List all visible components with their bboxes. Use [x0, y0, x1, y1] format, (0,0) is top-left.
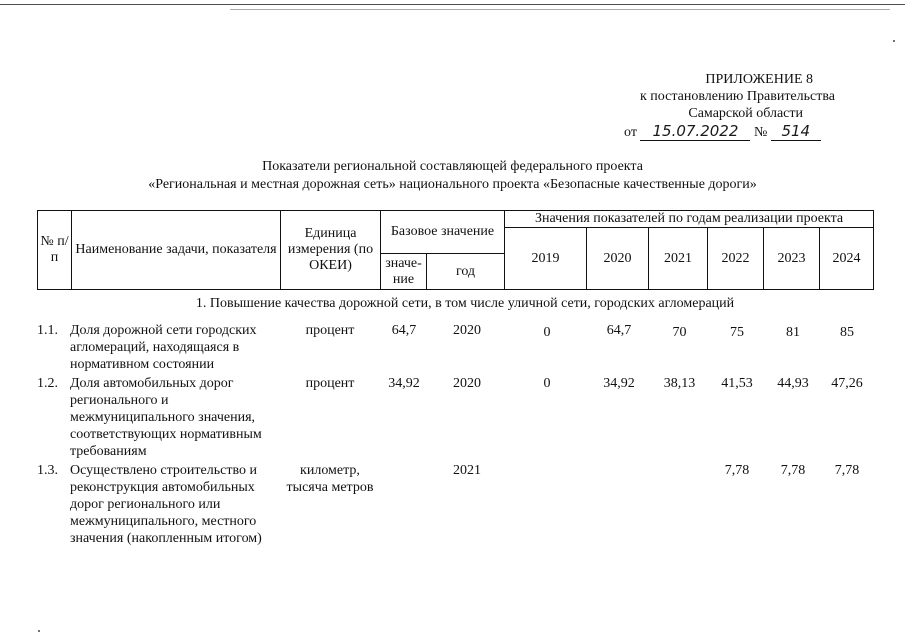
appendix-header	[575, 71, 835, 122]
row-base-value: 34,92	[388, 376, 420, 391]
section-title: 1. Повышение качества дорожной сети, в том числе уличной сети, городских агломераций	[195, 296, 735, 311]
row-value-2023: 44,93	[777, 376, 809, 391]
scan-border-top	[0, 4, 905, 5]
row-value-2023: 7,78	[780, 463, 806, 478]
row-value-2019: 0	[543, 325, 551, 340]
header-year-2020: 2020	[587, 228, 649, 290]
number-label: №	[753, 125, 768, 140]
row-value-2024: 47,26	[831, 376, 863, 391]
row-value-2024: 85	[840, 325, 854, 340]
row-value-2022: 41,53	[721, 376, 753, 391]
indicators-table-header	[37, 210, 874, 290]
appendix-resolution: к постановлению Правительства	[639, 89, 835, 104]
row-num: 1.2.	[37, 376, 58, 391]
row-value-2023: 81	[786, 325, 800, 340]
handwritten-date: 15.07.2022	[640, 122, 750, 141]
from-label: от	[624, 125, 637, 140]
header-name: Наименование задачи, показателя	[72, 211, 281, 290]
header-base: Базовое значение	[381, 211, 505, 254]
header-base-value: значе-ние	[381, 254, 427, 290]
row-value-2022: 75	[730, 325, 744, 340]
row-unit: процент	[305, 323, 355, 338]
header-year-2021: 2021	[649, 228, 708, 290]
row-unit: километр, тысяча метров	[286, 463, 374, 495]
row-base-year: 2021	[453, 463, 481, 478]
row-num: 1.1.	[37, 323, 58, 338]
row-unit: процент	[305, 376, 355, 391]
header-year-2024: 2024	[820, 228, 874, 290]
table-row	[37, 322, 873, 374]
scan-speck	[38, 630, 40, 632]
document-title-line2: «Региональная и местная дорожная сеть» национального проекта «Безопасные качественные дороги»	[148, 177, 757, 192]
table-row	[37, 462, 873, 548]
appendix-region: Самарской области	[688, 106, 803, 121]
row-value-2020: 34,92	[603, 376, 635, 391]
row-value-2022: 7,78	[724, 463, 750, 478]
row-base-value: 64,7	[391, 323, 417, 338]
header-year-2023: 2023	[764, 228, 820, 290]
appendix-date-number	[624, 122, 864, 141]
appendix-title: ПРИЛОЖЕНИЕ 8	[705, 72, 813, 87]
row-value-2021: 70	[672, 325, 687, 340]
row-num: 1.3.	[37, 463, 58, 478]
row-value-2020: 64,7	[606, 323, 632, 338]
header-unit: Единица измерения (по ОКЕИ)	[281, 211, 381, 290]
indicators-body	[37, 295, 873, 546]
header-num: № п/п	[38, 211, 72, 290]
row-name: Доля дорожной сети городских агломераций, находящаяся в нормативном состоянии	[70, 323, 257, 372]
row-base-year: 2020	[453, 323, 481, 338]
handwritten-number: 514	[771, 122, 821, 141]
row-base-year: 2020	[453, 376, 481, 391]
scan-speck	[893, 40, 895, 42]
row-value-2024: 7,78	[834, 463, 860, 478]
document-title-line1: Показатели региональной составляющей федерального проекта	[262, 159, 643, 174]
row-value-2021: 38,13	[663, 376, 696, 391]
table-row	[37, 375, 873, 461]
header-base-year: год	[427, 254, 505, 290]
header-years-group: Значения показателей по годам реализации проекта	[505, 211, 874, 228]
row-name: Осуществлено строительство и реконструкция автомобильных дорог регионального или межмуниципального, местного значения (накопленным итогом)	[70, 463, 262, 546]
row-name: Доля автомобильных дорог регионального и межмуниципального значения, соответствующих нормативным требованиям	[70, 376, 262, 459]
header-year-2022: 2022	[708, 228, 764, 290]
row-value-2019: 0	[543, 376, 551, 391]
scan-border-line	[230, 9, 890, 10]
header-year-2019: 2019	[505, 228, 587, 290]
